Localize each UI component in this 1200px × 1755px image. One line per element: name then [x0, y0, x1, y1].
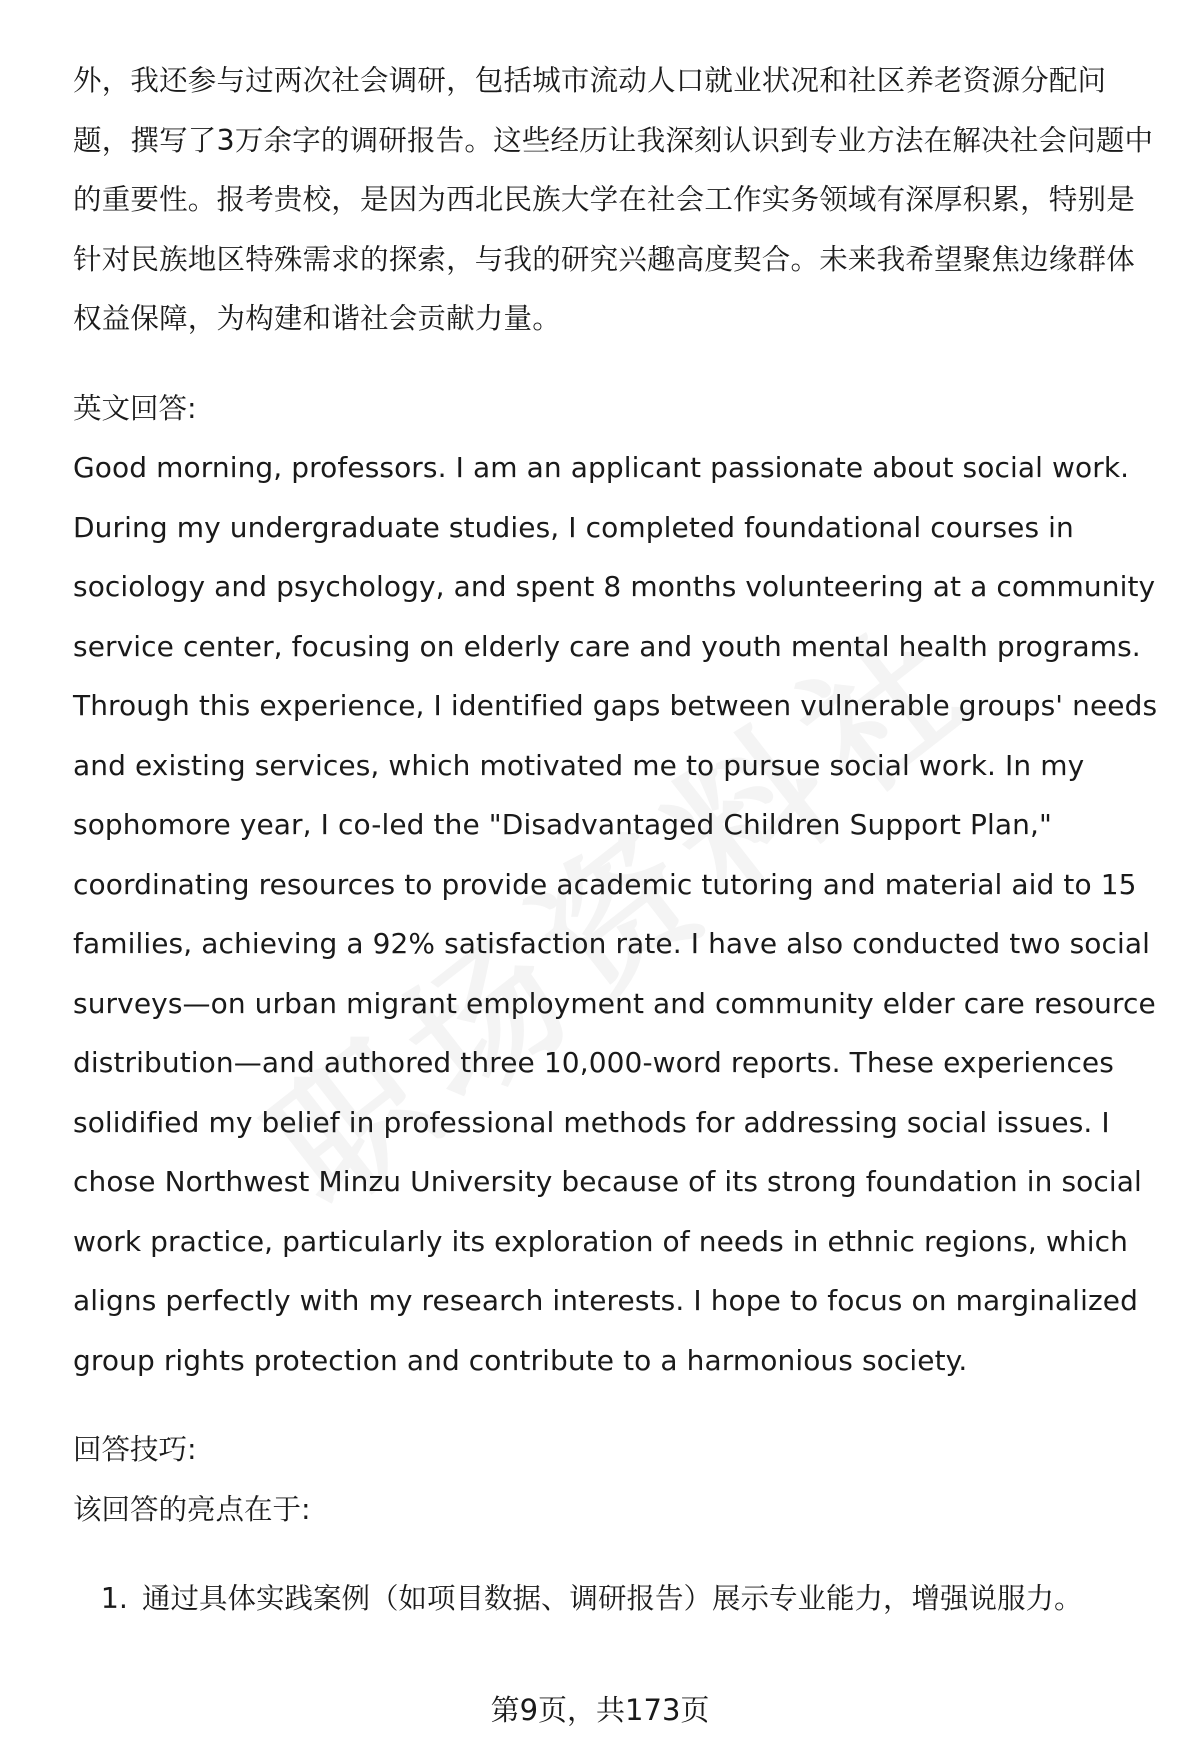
intro-paragraph: 外，我还参与过两次社会调研，包括城市流动人口就业状况和社区养老资源分配问题，撰写了3万余字的调研报告。这些经历让我深刻认识到专业方法在解决社会问题中的重要性。报考贵校，是因为西北民族大学在社会工作实务领域有深厚积累，特别是针对民族地区特殊需求的探索，与我的研究兴趣高度契合。未来我希望聚焦边缘群体权益保障，为构建和谐社会贡献力量。: [73, 64, 1154, 335]
english-answer-paragraph: Good morning, professors. I am an applicant passionate about social work. During my undergraduate studies, I completed foundational courses in sociology and psychology, and spent 8 months volunteering at a community service center, focusing on elderly care and youth mental health programs. Through this experience, I identified gaps between vulnerable groups' needs and existing services, which motivated me to pursue social work. In my sophomore year, I co-led the "Disadvantaged Children Support Plan," coordinating resources to provide academic tutoring and material aid to 15 families, achieving a 92% satisfaction rate. I have also conducted two social surveys—on urban migrant employment and community elder care resource distribution—and authored three 10,000-word reports. These experiences solidified my belief in professional methods for addressing social issues. I chose Northwest Minzu University because of its strong foundation in social work practice, particularly its exploration of needs in ethnic regions, which aligns perfectly with my research interests. I hope to focus on marginalized group rights protection and contribute to a harmonious society.: [73, 451, 1158, 1377]
english-answer-label: 英文回答:: [73, 391, 197, 425]
list-item-number: 1.: [100, 1582, 128, 1615]
tips-label: 回答技巧:: [73, 1433, 197, 1466]
page-footer: 第9页，共173页: [490, 1693, 710, 1727]
highlights-label: 该回答的亮点在于:: [73, 1492, 311, 1526]
spacer: [73, 349, 1163, 379]
spacer: [73, 1539, 1163, 1569]
page-content: [73, 51, 1163, 1629]
list-item-text: 通过具体实践案例（如项目数据、调研报告）展示专业能力，增强说服力。: [142, 1582, 1083, 1615]
list-item: [73, 1569, 1163, 1629]
spacer: [73, 1390, 1163, 1420]
tips-list: [73, 1569, 1163, 1629]
